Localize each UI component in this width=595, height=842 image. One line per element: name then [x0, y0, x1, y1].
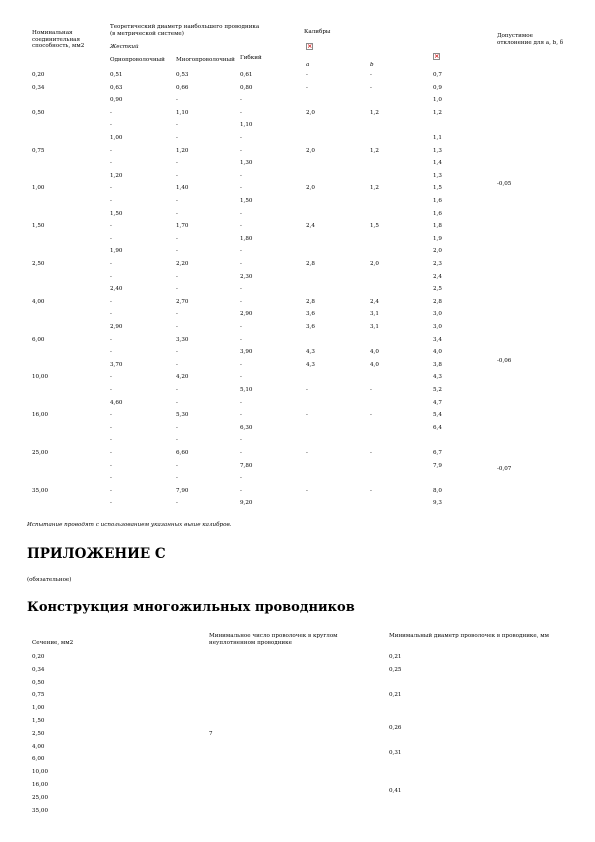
table1-cell-multi: 1,20 — [176, 147, 189, 154]
table1-cell-single: 4,60 — [110, 399, 123, 406]
table1-cell-multi: 0,66 — [176, 84, 189, 91]
table1-cell-flex: - — [240, 374, 242, 381]
table1-cell-single: - — [110, 462, 112, 469]
table1-cell-multi: - — [176, 462, 178, 469]
table1-cell-multi: - — [176, 172, 178, 179]
table1-cell-nominal: 25,00 — [32, 450, 49, 456]
table1-cell-flex: - — [240, 437, 242, 444]
table1-cell-flex: 3,90 — [240, 349, 253, 356]
table1-cell-single: - — [110, 437, 112, 444]
table1-cell-c: 5,2 — [433, 387, 442, 393]
table2-section: 25,00 — [32, 794, 49, 801]
table1-cell-single: - — [110, 198, 112, 204]
section-title: Конструкция многожильных проводников — [27, 600, 355, 615]
table1-cell-flex: - — [240, 487, 242, 494]
header-caliber-b: b — [370, 62, 374, 68]
table2-diameter: 0,21 — [389, 692, 402, 698]
table1-cell-multi: - — [176, 160, 178, 167]
table1-cell-b: 1,2 — [370, 147, 379, 154]
table1-cell-single: 1,90 — [110, 248, 123, 255]
table2-section: 16,00 — [32, 782, 49, 788]
table1-cell-multi: - — [176, 135, 178, 141]
table1-cell-nominal: 4,00 — [32, 298, 45, 305]
table2-section: 0,50 — [32, 679, 45, 686]
table1-cell-single: - — [110, 311, 112, 318]
table1-cell-single: - — [110, 424, 112, 431]
table1-cell-multi: - — [176, 324, 178, 330]
table1-cell-flex: - — [240, 361, 242, 368]
table1-cell-c: 4,0 — [433, 349, 442, 356]
table2-diameter: 0,41 — [389, 788, 402, 794]
broken-image-icon — [306, 43, 313, 50]
table1-cell-a: - — [306, 412, 308, 419]
table1-cell-single: 1,50 — [110, 210, 123, 217]
table1-cell-nominal: 0,20 — [32, 72, 45, 78]
table1-cell-multi: - — [176, 500, 178, 507]
table1-cell-c: 0,9 — [433, 84, 442, 91]
table1-cell-single: 2,40 — [110, 286, 123, 293]
table1-cell-single: 3,70 — [110, 361, 123, 368]
header-tolerance: Допустимое отклонение для а, b, δ — [497, 33, 564, 46]
table1-cell-flex: 9,20 — [240, 500, 253, 507]
tolerance-value: -0,05 — [497, 181, 512, 187]
table1-cell-multi: - — [176, 437, 178, 444]
table1-cell-c: 8,0 — [433, 487, 442, 494]
table1-cell-c: 1,5 — [433, 185, 442, 192]
table1-cell-nominal: 0,34 — [32, 84, 45, 91]
table1-cell-multi: - — [176, 235, 178, 242]
tolerance-value: -0,07 — [497, 466, 512, 472]
tolerance-value: -0,06 — [497, 358, 512, 364]
table1-cell-flex: 2,90 — [240, 311, 253, 318]
table2-diameter: 0,31 — [389, 750, 402, 756]
table1-cell-c: 1,2 — [433, 109, 442, 116]
table1-cell-single: - — [110, 475, 112, 482]
table1-cell-a: 2,8 — [306, 261, 315, 267]
table1-cell-c: 1,0 — [433, 97, 442, 104]
table1-cell-flex: - — [240, 475, 242, 482]
table1-cell-flex: - — [240, 210, 242, 217]
table1-cell-c: 1,6 — [433, 198, 442, 204]
header-section: Сечение, мм2 — [32, 640, 74, 646]
table1-cell-single: - — [110, 500, 112, 507]
table1-cell-multi: 6,60 — [176, 450, 189, 456]
table1-cell-single: - — [110, 387, 112, 393]
table1-cell-b: - — [370, 487, 372, 494]
table1-cell-single: - — [110, 261, 112, 267]
table1-cell-single: - — [110, 412, 112, 419]
table1-cell-multi: - — [176, 475, 178, 482]
table1-cell-b: 4,0 — [370, 349, 379, 356]
table1-cell-c: 2,3 — [433, 261, 442, 267]
header-flexible: Гибкий — [240, 55, 262, 61]
table1-cell-single: - — [110, 122, 112, 129]
table1-cell-a: 4,3 — [306, 361, 315, 368]
table1-cell-multi: - — [176, 273, 178, 280]
table2-section: 6,00 — [32, 756, 45, 763]
table1-cell-flex: - — [240, 135, 242, 141]
table1-cell-multi: 1,40 — [176, 185, 189, 192]
table1-cell-c: 0,7 — [433, 72, 442, 78]
table1-cell-flex: 1,30 — [240, 160, 253, 167]
table1-cell-b: 2,4 — [370, 298, 379, 305]
table1-cell-single: - — [110, 450, 112, 456]
table1-cell-flex: - — [240, 324, 242, 330]
table1-cell-flex: 0,80 — [240, 84, 253, 91]
table2-section: 4,00 — [32, 743, 45, 750]
table1-cell-flex: - — [240, 286, 242, 293]
table1-cell-a: - — [306, 84, 308, 91]
table1-cell-c: 1,1 — [433, 135, 442, 141]
table1-cell-single: - — [110, 349, 112, 356]
table1-cell-multi: 7,90 — [176, 487, 189, 494]
table1-cell-multi: 1,10 — [176, 109, 189, 116]
table1-cell-c: 3,4 — [433, 336, 442, 343]
table1-cell-multi: - — [176, 97, 178, 104]
table2-section: 1,50 — [32, 718, 45, 724]
table1-cell-multi: 5,30 — [176, 412, 189, 419]
table1-cell-nominal: 6,00 — [32, 336, 45, 343]
table1-cell-flex: 2,30 — [240, 273, 253, 280]
table1-cell-single: 0,63 — [110, 84, 123, 91]
table2-section: 10,00 — [32, 769, 49, 776]
table1-cell-multi: - — [176, 399, 178, 406]
table1-cell-c: 1,6 — [433, 210, 442, 217]
table1-cell-a: 3,6 — [306, 311, 315, 318]
table1-cell-flex: 0,61 — [240, 72, 253, 78]
table1-cell-a: - — [306, 387, 308, 393]
table1-cell-nominal: 2,50 — [32, 261, 45, 267]
table1-cell-flex: - — [240, 261, 242, 267]
table1-cell-nominal: 0,75 — [32, 147, 45, 154]
table1-cell-single: 0,51 — [110, 72, 123, 78]
table1-cell-flex: 1,80 — [240, 235, 253, 242]
header-calibers: Калибры — [304, 29, 331, 35]
table1-cell-single: - — [110, 147, 112, 154]
table1-cell-flex: 6,30 — [240, 424, 253, 431]
table1-cell-flex: - — [240, 185, 242, 192]
table1-cell-b: - — [370, 84, 372, 91]
header-caliber-a: а — [306, 62, 310, 68]
table1-cell-multi: 0,53 — [176, 72, 189, 78]
table1-cell-b: - — [370, 72, 372, 78]
table1-cell-single: - — [110, 336, 112, 343]
table1-cell-flex: - — [240, 450, 242, 456]
header-multi-wire: Многопроволочный — [176, 57, 235, 63]
table1-cell-c: 2,4 — [433, 273, 442, 280]
table1-cell-flex: 1,50 — [240, 198, 253, 204]
table1-cell-single: 0,90 — [110, 97, 123, 104]
table1-cell-b: 1,5 — [370, 223, 379, 230]
table1-cell-single: - — [110, 487, 112, 494]
table1-cell-b: 1,2 — [370, 185, 379, 192]
table1-cell-flex: - — [240, 298, 242, 305]
table1-cell-single: 2,90 — [110, 324, 123, 330]
table1-cell-single: - — [110, 374, 112, 381]
table1-cell-flex: - — [240, 223, 242, 230]
appendix-title: ПРИЛОЖЕНИЕ С — [27, 546, 166, 562]
table1-cell-c: 4,7 — [433, 399, 442, 406]
table1-cell-multi: 2,20 — [176, 261, 189, 267]
table1-cell-c: 1,3 — [433, 147, 442, 154]
header-nominal: Номинальная соединительная способность, мм2 — [32, 30, 85, 50]
table1-cell-a: 4,3 — [306, 349, 315, 356]
table1-cell-flex: - — [240, 147, 242, 154]
table1-cell-single: - — [110, 235, 112, 242]
table2-diameter: 0,21 — [389, 654, 402, 660]
table1-cell-c: 2,8 — [433, 298, 442, 305]
table1-cell-nominal: 0,50 — [32, 109, 45, 116]
table2-section: 35,00 — [32, 807, 49, 814]
header-rigid: Жесткий — [110, 44, 139, 50]
appendix-subtitle: (обязательное) — [27, 577, 72, 583]
table2-section: 1,00 — [32, 705, 45, 712]
table1-cell-a: - — [306, 487, 308, 494]
table1-cell-nominal: 1,50 — [32, 223, 45, 230]
table1-cell-c: 9,3 — [433, 500, 442, 507]
table1-cell-nominal: 16,00 — [32, 412, 49, 419]
table1-cell-b: 4,0 — [370, 361, 379, 368]
table2-section: 0,75 — [32, 692, 45, 699]
min-wire-count: 7 — [209, 731, 213, 737]
table1-cell-b: 3,1 — [370, 324, 379, 330]
table1-cell-single: - — [110, 273, 112, 280]
table1-cell-b: 2,0 — [370, 261, 379, 267]
table2-diameter: 0,26 — [389, 725, 402, 731]
table1-cell-c: 2,0 — [433, 248, 442, 255]
table-note: Испытание проводят с использованием указанных выше калибров. — [27, 522, 232, 528]
table1-cell-multi: - — [176, 286, 178, 293]
table1-cell-c: 1,9 — [433, 235, 442, 242]
table1-cell-a: 2,4 — [306, 223, 315, 230]
table1-cell-c: 7,9 — [433, 462, 442, 469]
table2-section: 2,50 — [32, 730, 45, 737]
table1-cell-multi: 2,70 — [176, 298, 189, 305]
table1-cell-multi: - — [176, 424, 178, 431]
table1-cell-flex: 1,10 — [240, 122, 253, 129]
table1-cell-c: 1,8 — [433, 223, 442, 230]
table1-cell-flex: - — [240, 399, 242, 406]
table1-cell-a: 2,0 — [306, 185, 315, 192]
table1-cell-flex: - — [240, 109, 242, 116]
table1-cell-flex: - — [240, 336, 242, 343]
table1-cell-multi: - — [176, 387, 178, 393]
table1-cell-b: 3,1 — [370, 311, 379, 318]
table1-cell-flex: - — [240, 97, 242, 104]
table1-cell-multi: 4,20 — [176, 374, 189, 381]
table1-cell-c: 3,0 — [433, 324, 442, 330]
table1-cell-single: 1,20 — [110, 172, 123, 179]
table1-cell-a: 3,6 — [306, 324, 315, 330]
table1-cell-single: - — [110, 160, 112, 167]
table1-cell-multi: - — [176, 361, 178, 368]
table1-cell-a: - — [306, 72, 308, 78]
table1-cell-b: - — [370, 387, 372, 393]
table1-cell-c: 3,0 — [433, 311, 442, 318]
table1-cell-multi: - — [176, 122, 178, 129]
table1-cell-single: - — [110, 223, 112, 230]
table1-cell-flex: - — [240, 248, 242, 255]
table1-cell-b: 1,2 — [370, 109, 379, 116]
header-min-wire-diameter: Минимальный диаметр проволочек в проводнике, мм — [389, 633, 549, 639]
table1-cell-a: 2,0 — [306, 109, 315, 116]
table1-cell-a: - — [306, 450, 308, 456]
table1-cell-single: - — [110, 298, 112, 305]
table1-cell-a: 2,8 — [306, 298, 315, 305]
table1-cell-flex: 7,80 — [240, 462, 253, 469]
table1-cell-c: 5,4 — [433, 412, 442, 419]
table1-cell-multi: - — [176, 248, 178, 255]
table1-cell-c: 1,4 — [433, 160, 442, 167]
table1-cell-multi: - — [176, 198, 178, 204]
table1-cell-multi: - — [176, 210, 178, 217]
table1-cell-flex: 5,10 — [240, 387, 253, 393]
table1-cell-a: 2,0 — [306, 147, 315, 154]
header-theoretical-diameter: Теоретический диаметр наибольшего проводника (в метрической системе) — [110, 24, 260, 37]
table2-diameter: 0,25 — [389, 667, 402, 673]
table1-cell-c: 1,3 — [433, 172, 442, 179]
table1-cell-c: 6,7 — [433, 450, 442, 456]
table2-section: 0,34 — [32, 666, 45, 673]
table1-cell-flex: - — [240, 412, 242, 419]
table1-cell-b: - — [370, 450, 372, 456]
table1-cell-nominal: 1,00 — [32, 185, 45, 192]
table1-cell-flex: - — [240, 172, 242, 179]
table1-cell-b: - — [370, 412, 372, 419]
table1-cell-single: 1,00 — [110, 135, 123, 141]
table1-cell-multi: - — [176, 349, 178, 356]
broken-image-icon — [433, 53, 440, 60]
table1-cell-c: 3,8 — [433, 361, 442, 368]
table1-cell-nominal: 35,00 — [32, 487, 49, 494]
header-min-wire-count: Минимальное число проволочек в круглом неуплотненном проводнике — [209, 633, 338, 646]
table1-cell-c: 6,4 — [433, 424, 442, 431]
table1-cell-nominal: 10,00 — [32, 374, 49, 381]
table1-cell-multi: 3,30 — [176, 336, 189, 343]
table2-section: 0,20 — [32, 654, 45, 660]
table1-cell-c: 2,5 — [433, 286, 442, 293]
table1-cell-single: - — [110, 109, 112, 116]
table1-cell-single: - — [110, 185, 112, 192]
header-single-wire: Однопроволочный — [110, 57, 165, 63]
table1-cell-multi: - — [176, 311, 178, 318]
table1-cell-c: 4,3 — [433, 374, 442, 381]
table1-cell-multi: 1,70 — [176, 223, 189, 230]
